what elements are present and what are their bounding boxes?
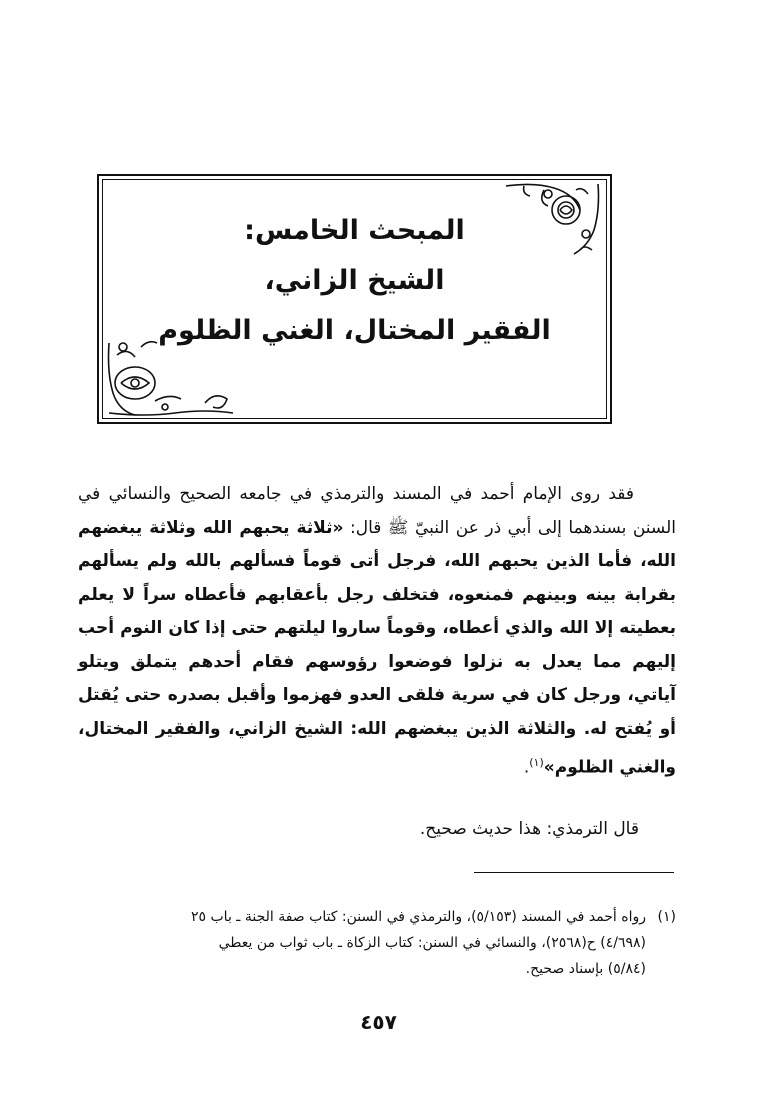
main-paragraph [78,478,676,785]
footnote-separator [474,872,674,873]
page-number: ٤٥٧ [360,1010,397,1034]
paragraph-end-mark: . [523,757,530,778]
footnote-reference: (١) [529,756,544,769]
footnote-text-1: رواه أحمد في المسند (٥/١٥٣)، والترمذي في السنن: كتاب صفة الجنة ـ باب ٢٥ [191,909,646,925]
chapter-title-line-2: الشيخ الزاني، [264,265,445,296]
tirmidhi-statement: قال الترمذي: هذا حديث صحيح. [419,819,639,839]
footnote-line-3: (٥/٨٤) بإسناد صحيح. [525,961,646,977]
chapter-title-frame [97,174,612,424]
chapter-title [99,206,610,356]
chapter-title-line-1: المبحث الخامس: [244,215,465,246]
chapter-title-line-3: الفقير المختال، الغني الظلوم [158,315,551,346]
footnote-line-2: (٤/٦٩٨) ح(٢٥٦٨)، والنسائي في السنن: كتاب الزكاة ـ باب ثواب من يعطي [218,935,646,951]
footnote-number: (١) [657,909,676,925]
footnotes [78,904,676,982]
hadith-text: «ثلاثة يحبهم الله وثلاثة يبغضهم الله، فأما الذين يحبهم الله، فرجل أتى قوماً فسألهم بالله ولم يسألهم بقرابة بينه وبينهم فمنعوه، فتخلف رجل بأعقابهم فأعطاه سراً لا يعلم بعطيته إلا الله والذي أعطاه، وقوماً ساروا ليلتهم حتى إذا كان النوم أحب إليهم مما يعدل به نزلوا فوضعوا رؤوسهم فقام أحدهم يتملق ويتلو آياتي، ورجل كان في سرية فلقى العدو فهزموا وأقبل بصدره حتى يُقتل أو يُفتح له. والثلاثة الذين يبغضهم الله: الشيخ الزاني، والفقير المختال، والغني الظلوم» [78,517,676,778]
paragraph-intro: فقد روى الإمام أحمد في المسند والترمذي في جامعه الصحيح والنسائي في السنن بسندهما إلى أبي ذر عن النبيّ ﷺ قال: [78,484,676,538]
footnote-line-1 [78,904,676,930]
